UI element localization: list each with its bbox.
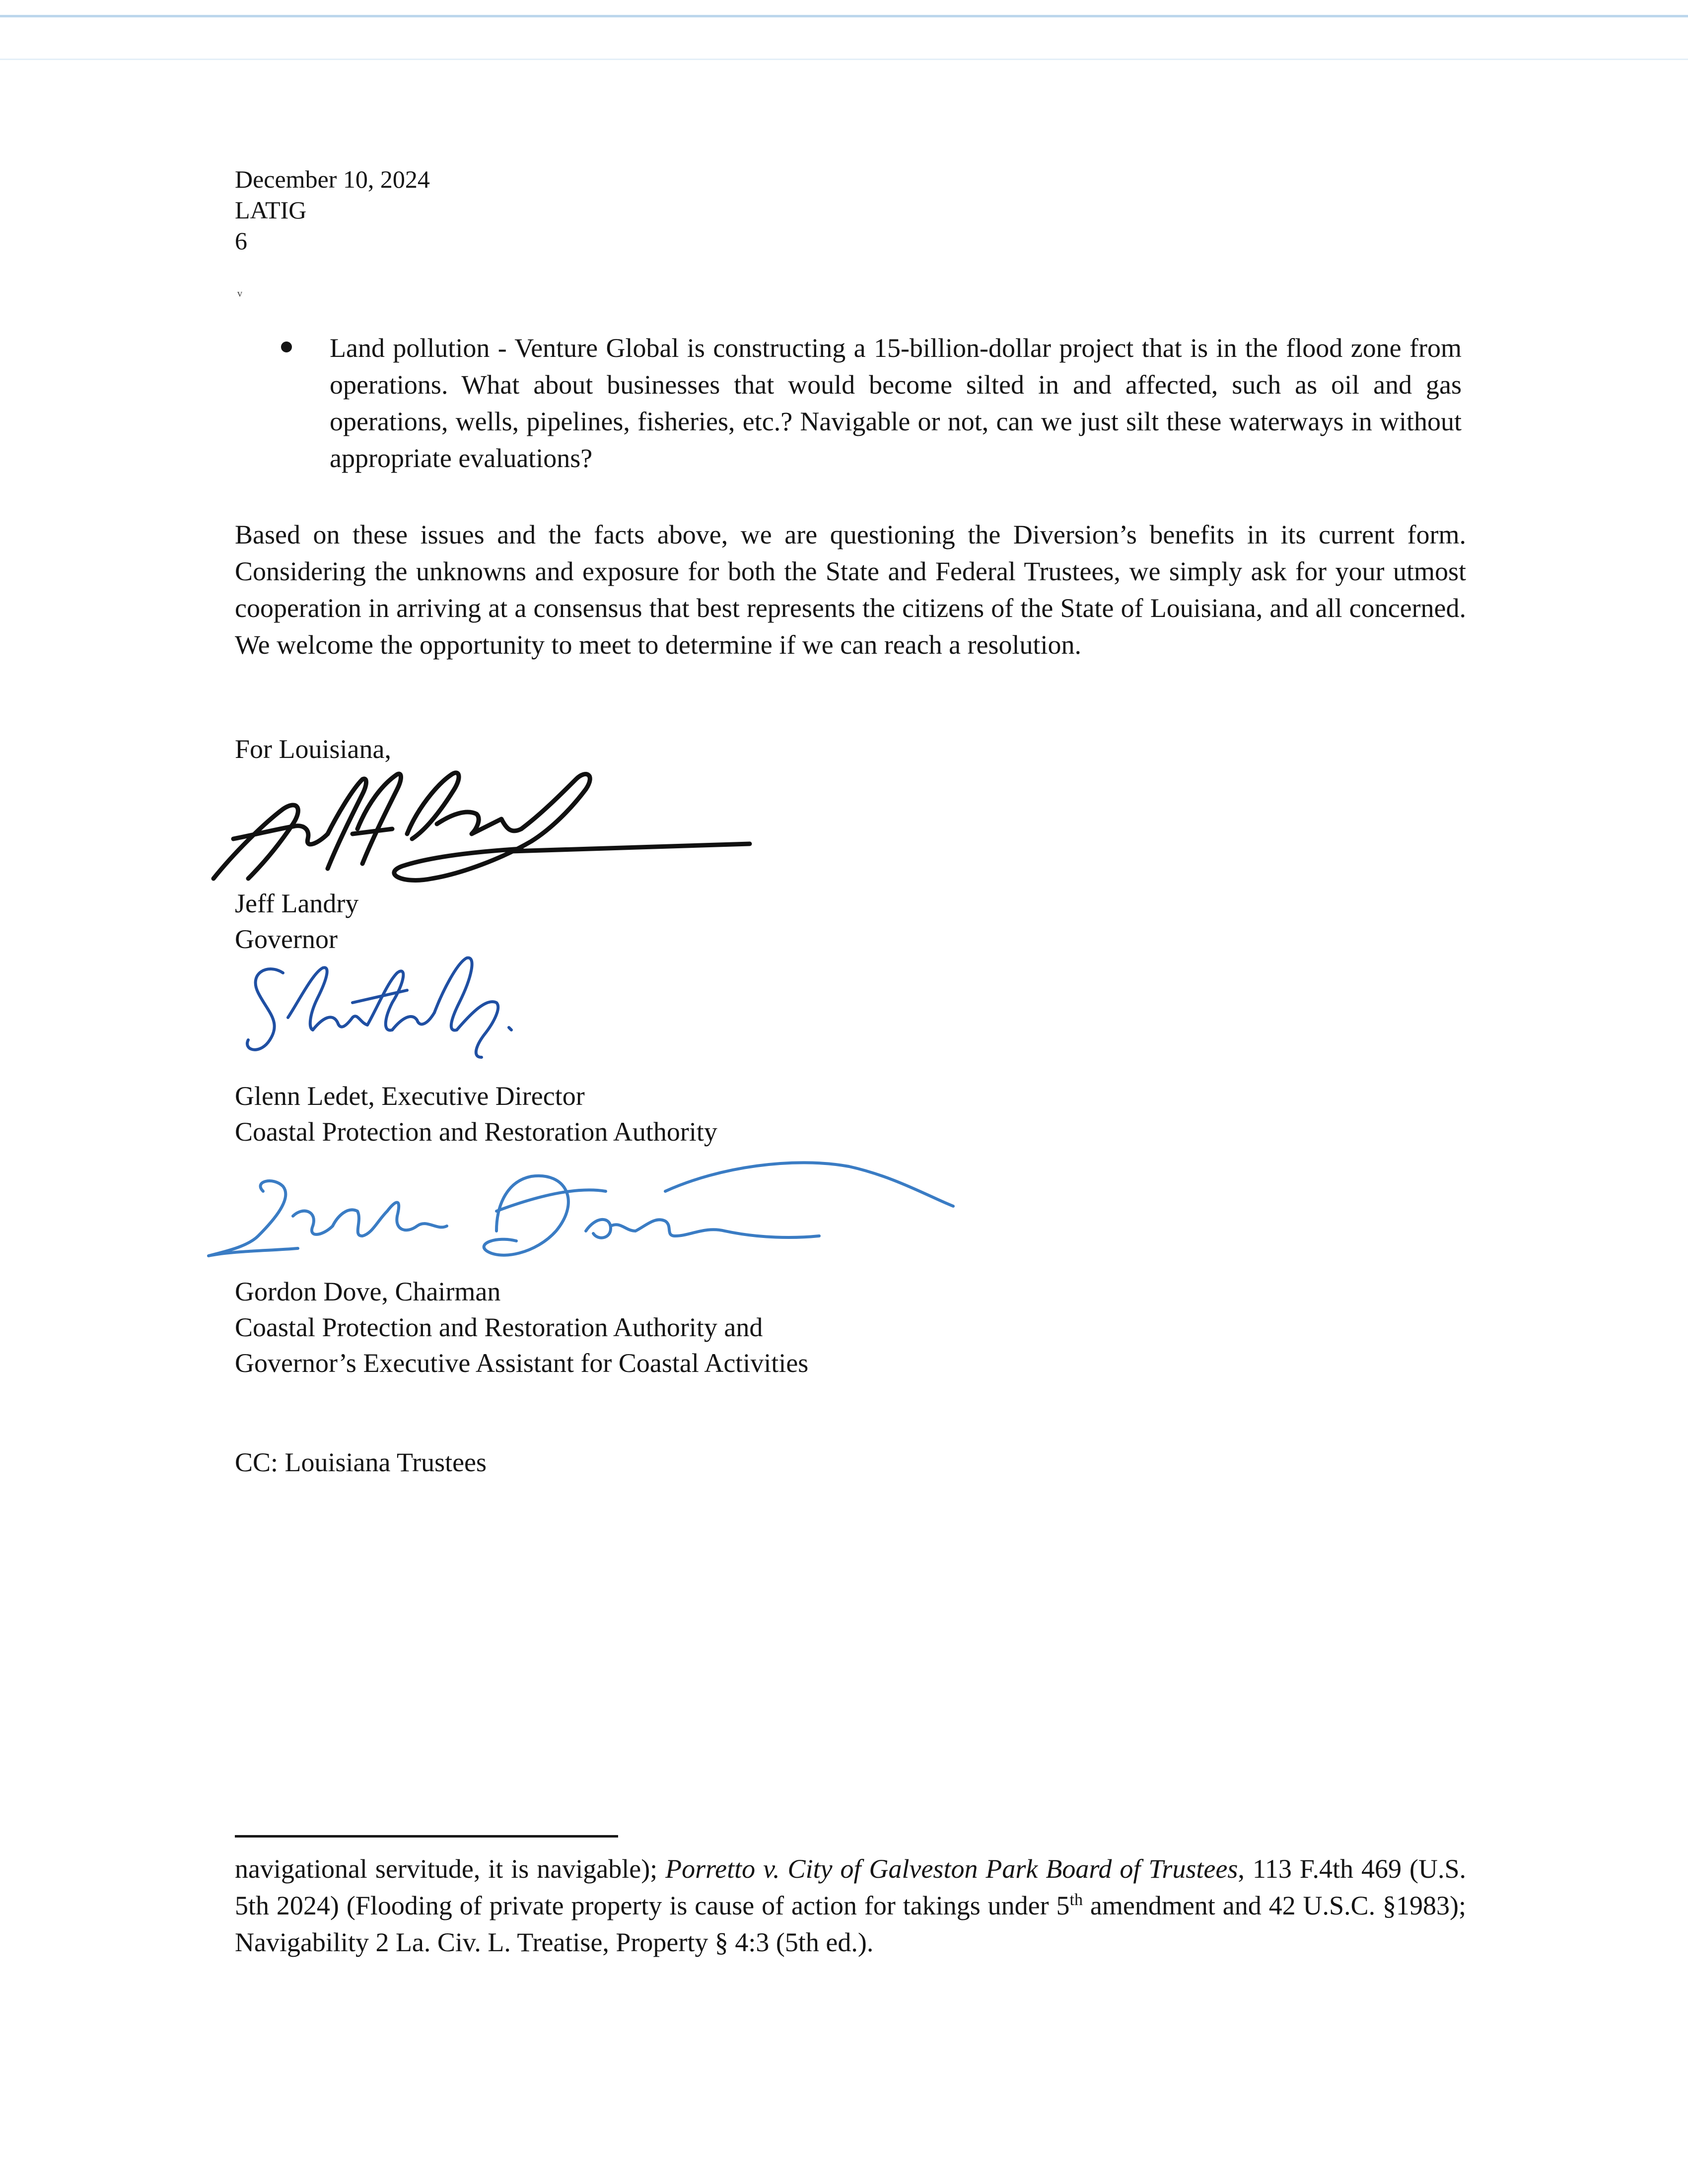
- bullet-item-land-pollution: Land pollution - Venture Global is constructing a 15-billion-dollar project that is in the flood zone from operations. What about businesses that would become silted in and affected, such as oil and gas operations, wells, pipelines, fisheries, etc.? Navigable or not, can we just silt these waterways in without appropriate evaluations?: [330, 333, 1462, 473]
- page-number: 6: [235, 227, 247, 255]
- signatory-3-title-line-2: Governor’s Executive Assistant for Coastal Activities: [235, 1348, 809, 1378]
- footnote-superscript: th: [1069, 1891, 1083, 1909]
- footnote-divider: [235, 1835, 618, 1838]
- recipient-code: LATIG: [235, 196, 307, 224]
- signatory-2-name: Glenn Ledet, Executive Director: [235, 1081, 585, 1111]
- bullet-icon: [281, 341, 292, 352]
- signature-glenn-ledet: [238, 943, 546, 1072]
- cc-line: CC: Louisiana Trustees: [235, 1447, 487, 1477]
- signatory-1-name: Jeff Landry: [235, 888, 359, 918]
- signatory-2-title: Coastal Protection and Restoration Authority: [235, 1117, 717, 1147]
- scan-edge-second: [0, 59, 1688, 60]
- stray-mark: ᵛ: [237, 287, 242, 305]
- scan-edge-top: [0, 15, 1688, 17]
- signatory-1-title: Governor: [235, 924, 338, 954]
- closing-salutation: For Louisiana,: [235, 734, 391, 764]
- signatory-3-title-line-1: Coastal Protection and Restoration Authority and: [235, 1312, 763, 1342]
- footnote-part-1: navigational servitude, it is navigable);: [235, 1854, 666, 1884]
- letter-date: December 10, 2024: [235, 165, 430, 193]
- footnote-text: [235, 1850, 1466, 1961]
- letter-header: [235, 164, 430, 256]
- body-paragraph: Based on these issues and the facts above, we are questioning the Diversion’s benefits in its current form. Considering the unknowns and exposure for both the State and Federal Trustees, we simply ask for your utmost cooperation in arriving at a consensus that best represents the citizens of the State of Louisiana, and all concerned. We welcome the opportunity to meet to determine if we can reach a resolution.: [235, 520, 1466, 660]
- signature-gordon-dove: [199, 1152, 963, 1281]
- footnote-part-2: , 113 F.4th 469 (U.S. 5th 2024) (Flooding of private property is cause of action for takings under 5: [235, 1854, 1466, 1920]
- footnote-case-name: Porretto v. City of Galveston Park Board of Trustees: [665, 1854, 1238, 1884]
- footnote-part-3: amendment and 42 U.S.C. §1983); Navigability 2 La. Civ. L. Treatise, Property § 4:3 (5th ed.).: [235, 1891, 1466, 1957]
- signatory-3-name: Gordon Dove, Chairman: [235, 1277, 501, 1306]
